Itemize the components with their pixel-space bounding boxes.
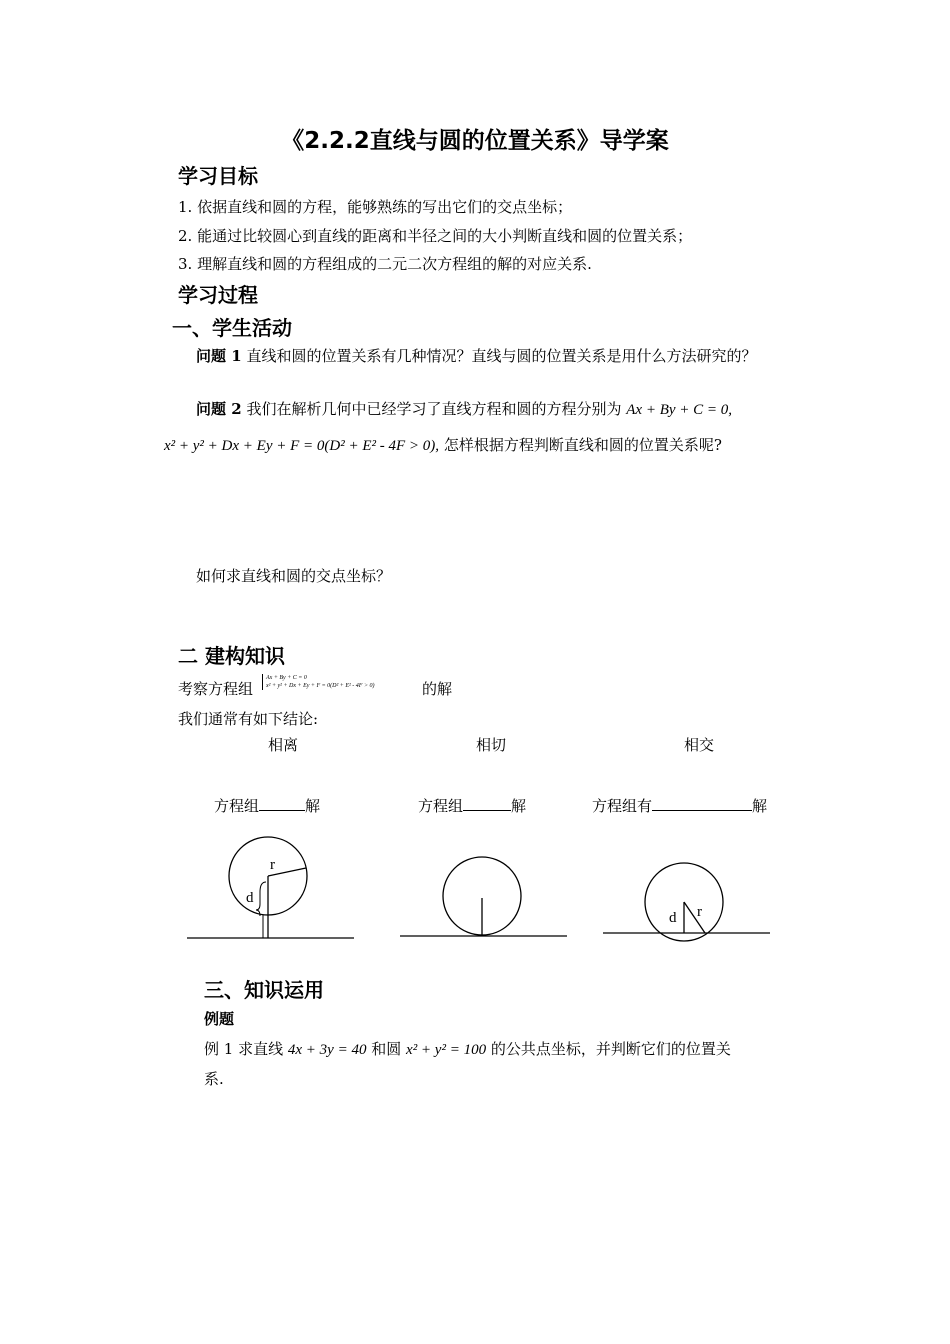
question-2 [196,398,732,419]
radius-label-r: r [697,904,702,920]
case-fill-prefix: 方程组 [214,797,260,815]
question-2-text: 我们在解析几何中已经学习了直线方程和圆的方程分别为 [246,400,622,418]
system-prefix: 考察方程组 [178,680,254,698]
equation-system-line [178,678,253,699]
equation-system [262,674,375,690]
example-pre: 求直线 [238,1040,284,1058]
distance-label-d: d [246,890,254,906]
distance-label-d: d [669,910,677,926]
position-figures [0,820,950,950]
case-fill-prefix: 方程组 [418,797,464,815]
figure-tangent [400,857,567,936]
distance-brace [256,882,266,916]
example-circle-equation: x² + y² = 100 [406,1042,487,1058]
answer-blank[interactable] [463,796,511,811]
question-1-text: 直线和圆的位置关系有几种情况？直线与圆的位置关系是用什么方法研究的？ [246,347,757,365]
example-wrap: 系. [204,1070,224,1088]
objective-item-1: 1. 依据直线和圆的方程，能够熟练的写出它们的交点坐标； [178,198,573,216]
objective-item-2: 2. 能通过比较圆心到直线的距离和半径之间的大小判断直线和圆的位置关系； [178,227,693,245]
case-fill-suffix: 解 [752,797,768,815]
example-heading: 例题 [204,1010,235,1028]
section1-heading: 一、学生活动 [172,316,292,340]
system-suffix: 的解 [422,680,453,698]
case-name-intersect: 相交 [684,736,715,754]
question-2-label: 问题 2 [196,400,242,418]
case-fill-suffix: 解 [511,797,527,815]
system-line-2: x² + y² + Dx + Ey + F = 0(D² + E² - 4F > 0) [266,683,375,689]
case-name-separate: 相离 [268,736,299,754]
question-1 [196,345,756,366]
example-mid: 和圆 [371,1040,402,1058]
objective-item-3: 3. 理解直线和圆的方程组成的二元二次方程组的解的对应关系. [178,255,592,273]
figure-separate [187,837,354,938]
system-line-1: Ax + By + C = 0 [266,675,307,681]
process-heading: 学习过程 [178,283,258,307]
example-line-equation: 4x + 3y = 40 [287,1042,367,1058]
figure-intersect [603,863,770,941]
question-2-tail: 怎样根据方程判断直线和圆的位置关系呢? [443,436,722,454]
question-3: 如何求直线和圆的交点坐标？ [196,567,392,585]
example-label: 例 1 [204,1040,234,1058]
case-fill-suffix: 解 [305,797,321,815]
section2-heading: 二 建构知识 [178,644,285,668]
example-post: 的公共点坐标，并判断它们的位置关 [490,1040,731,1058]
case-fill-intersect [592,795,767,816]
conclusion-text: 我们通常有如下结论: [178,710,319,728]
example-1 [204,1038,731,1059]
answer-blank[interactable] [259,796,305,811]
question-2-cont [164,434,722,455]
circle-equation: x² + y² + Dx + Ey + F = 0(D² + E² - 4F > 0), [164,438,440,454]
page-title: 《2.2.2直线与圆的位置关系》导学案 [281,128,669,154]
line-equation: Ax + By + C = 0, [626,402,733,418]
radius-label-r: r [270,857,275,873]
answer-blank[interactable] [652,796,752,811]
case-fill-tangent [418,795,526,816]
case-fill-separate [214,795,320,816]
objectives-heading: 学习目标 [178,164,258,188]
question-1-label: 问题 1 [196,347,242,365]
case-fill-prefix: 方程组有 [592,797,653,815]
section3-heading: 三、知识运用 [204,978,324,1002]
case-name-tangent: 相切 [476,736,507,754]
